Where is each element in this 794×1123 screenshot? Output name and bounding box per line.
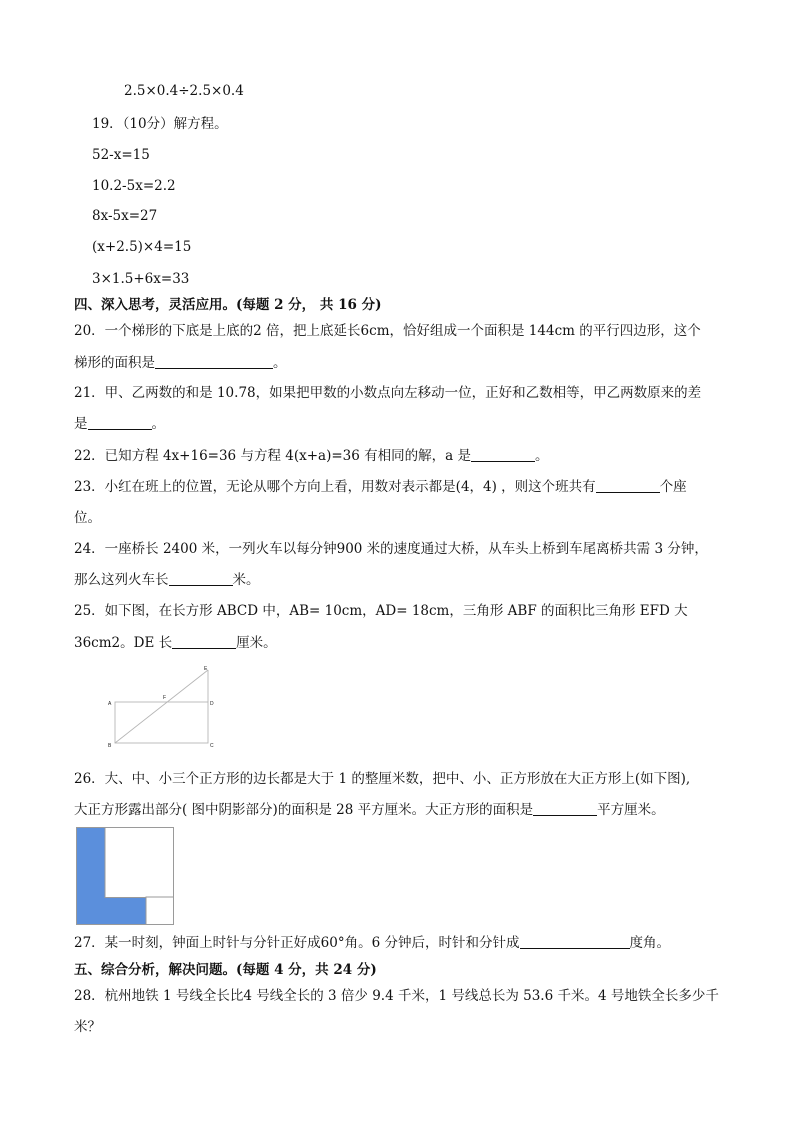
question-21-line-2: 是 。 — [74, 416, 165, 432]
question-19-heading: 19．（10分）解方程。 — [92, 116, 228, 132]
answer-blank-23[interactable] — [596, 478, 660, 493]
small-square — [146, 897, 174, 925]
answer-blank-21[interactable] — [88, 415, 152, 430]
nested-squares-figure — [76, 827, 176, 927]
question-27: 27．某一时刻，钟面上时针与分针正好成60°角。6 分钟后，时针和分针成 度角。 — [74, 935, 670, 951]
question-23-line-1: 23．小红在班上的位置，无论从哪个方向上看，用数对表示都是(4，4) ，则这个班共有 个座 — [74, 479, 687, 495]
point-d-label: D — [210, 701, 214, 707]
section-4-heading: 四、深入思考，灵活应用。(每题 2 分， 共 16 分) — [74, 297, 382, 313]
equation-3: 8x-5x=27 — [92, 208, 158, 224]
rectangle-abcd-figure — [100, 664, 220, 750]
question-22: 22．已知方程 4x+16=36 与方程 4(x+a)=36 有相同的解，a 是 。 — [74, 448, 549, 464]
point-f-label: F — [163, 695, 167, 701]
section-5-heading: 五、综合分析，解决问题。(每题 4 分，共 24 分) — [74, 962, 377, 978]
question-26-line-2: 大正方形露出部分( 图中阴影部分)的面积是 28 平方厘米。大正方形的面积是 平方厘米。 — [74, 802, 665, 818]
answer-blank-25[interactable] — [172, 634, 236, 649]
question-25-line-1: 25．如下图，在长方形 ABCD 中，AB= 10cm，AD= 18cm，三角形 ABF 的面积比三角形 EFD 大 — [74, 603, 688, 619]
question-20-line-2: 梯形的面积是 。 — [74, 355, 287, 371]
question-26-line-1: 26．大、中、小三个正方形的边长都是大于 1 的整厘米数，把中、小、正方形放在大正方形上(如下图), — [74, 771, 691, 787]
middle-square — [105, 828, 174, 898]
question-28-line-1: 28．杭州地铁 1 号线全长比4 号线全长的 3 倍少 9.4 千米，1 号线总长为 53.6 千米。4 号地铁全长多少千 — [74, 988, 719, 1004]
equation-4: (x+2.5)×4=15 — [92, 239, 192, 255]
question-28-line-2: 米？ — [74, 1019, 101, 1035]
answer-blank-26[interactable] — [533, 801, 597, 816]
point-b-label: B — [108, 743, 112, 749]
equation-1: 52-x=15 — [92, 147, 150, 163]
question-21-line-1: 21．甲、乙两数的和是 10.78，如果把甲数的小数点向左移动一位，正好和乙数相等，甲乙两数原来的差 — [74, 385, 702, 401]
question-25-line-2: 36cm2。DE 长 厘米。 — [74, 635, 277, 651]
equation-2: 10.2-5x=2.2 — [92, 178, 176, 194]
equation-5: 3×1.5+6x=33 — [92, 271, 190, 287]
question-23-line-2: 位。 — [74, 510, 101, 526]
point-c-label: C — [210, 743, 214, 749]
expression-line: 2.5×0.4÷2.5×0.4 — [124, 83, 244, 99]
answer-blank-27[interactable] — [520, 934, 630, 949]
answer-blank-20[interactable] — [155, 354, 273, 369]
point-a-label: A — [108, 701, 112, 707]
point-e-label: E — [204, 666, 208, 672]
answer-blank-22[interactable] — [471, 447, 535, 462]
question-24-line-1: 24．一座桥长 2400 米，一列火车以每分钟900 米的速度通过大桥，从车头上桥到车尾离桥共需 3 分钟， — [74, 541, 708, 557]
answer-blank-24[interactable] — [169, 571, 233, 586]
question-24-line-2: 那么这列火车长 米。 — [74, 572, 260, 588]
question-20-line-1: 20．一个梯形的下底是上底的2 倍，把上底延长6cm，恰好组成一个面积是 144cm 的平行四边形，这个 — [74, 323, 701, 339]
